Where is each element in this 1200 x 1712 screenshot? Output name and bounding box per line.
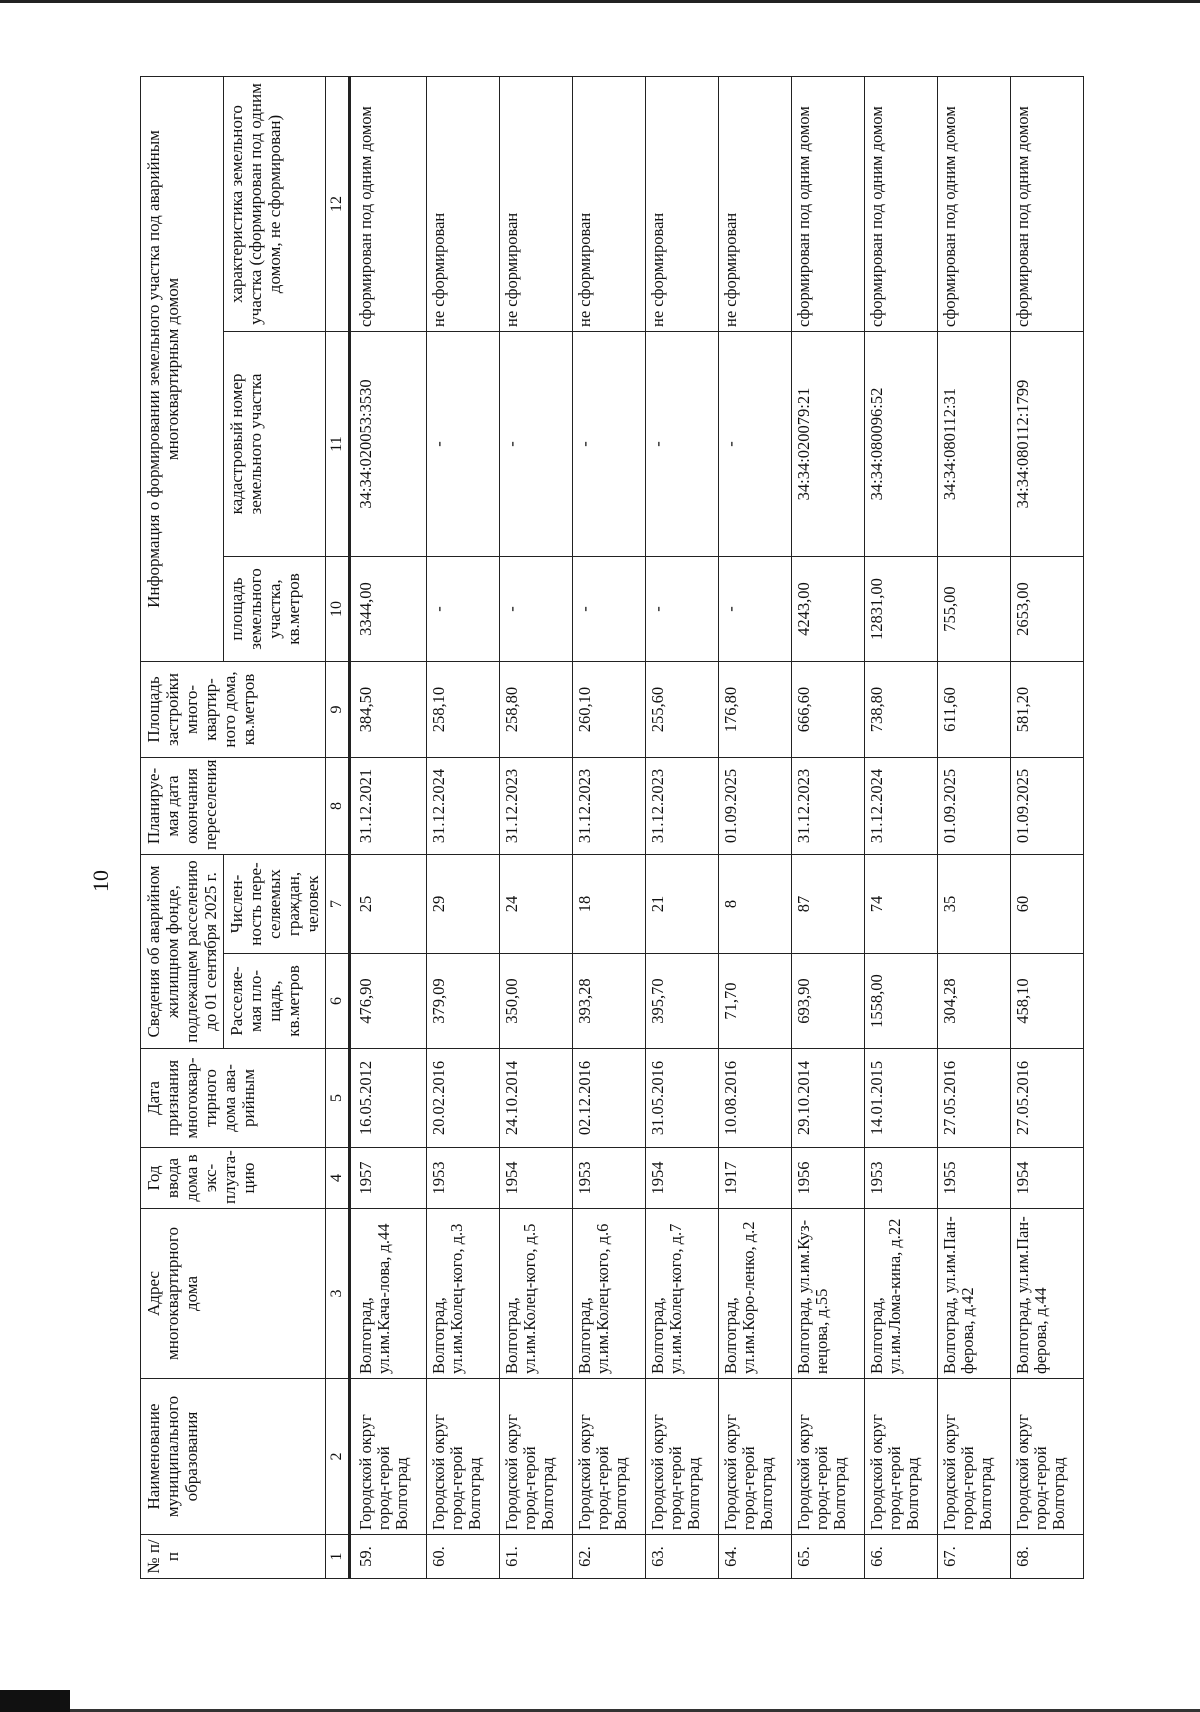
row-area: 393,28 xyxy=(573,954,646,1049)
row-people: 8 xyxy=(719,855,792,954)
row-cadastral: - xyxy=(500,332,573,557)
row-characteristic: сформирован под одним домом xyxy=(1011,76,1084,331)
table-row xyxy=(350,76,427,1578)
column-number: 10 xyxy=(326,557,350,662)
row-year: 1954 xyxy=(1011,1148,1084,1209)
table-row xyxy=(573,76,646,1578)
row-cadastral: 34:34:080112:31 xyxy=(938,332,1011,557)
row-municipality: Городской округ город-герой Волгоград xyxy=(573,1379,646,1535)
header-plan-date: Планируе-мая дата окончания переселения xyxy=(141,758,326,855)
header-municipality: Наименование муниципального образования xyxy=(141,1379,326,1535)
row-land-area: - xyxy=(427,557,500,662)
table-row xyxy=(719,76,792,1578)
row-plan-date: 31.12.2024 xyxy=(427,758,500,855)
row-plan-date: 31.12.2023 xyxy=(792,758,865,855)
column-number: 5 xyxy=(326,1049,350,1148)
row-plan-date: 01.09.2025 xyxy=(719,758,792,855)
column-number: 9 xyxy=(326,662,350,758)
row-people: 74 xyxy=(865,855,938,954)
row-land-area: - xyxy=(646,557,719,662)
row-municipality: Городской округ город-герой Волгоград xyxy=(1011,1379,1084,1535)
row-municipality: Городской округ город-герой Волгоград xyxy=(719,1379,792,1535)
table-row xyxy=(646,76,719,1578)
row-people: 21 xyxy=(646,855,719,954)
row-plan-date: 31.12.2021 xyxy=(350,758,427,855)
row-build-area: 666,60 xyxy=(792,662,865,758)
header-housing-info-group: Сведения об аварийном жилищном фонде, подлежащем расселению до 01 сентября 2025 г. xyxy=(141,855,224,1049)
table-row xyxy=(792,76,865,1578)
row-cadastral: - xyxy=(719,332,792,557)
row-year: 1953 xyxy=(865,1148,938,1209)
row-build-area: 260,10 xyxy=(573,662,646,758)
row-address: Волгоград, ул.им.Куз-нецова, д.55 xyxy=(792,1209,865,1379)
row-num: 68. xyxy=(1011,1535,1084,1579)
header-people: Числен-ность пере-селяемых граждан, человек xyxy=(224,855,326,954)
row-cadastral: - xyxy=(427,332,500,557)
row-characteristic: не сформирован xyxy=(427,76,500,331)
table-row xyxy=(427,76,500,1578)
row-plan-date: 31.12.2023 xyxy=(646,758,719,855)
row-area: 476,90 xyxy=(350,954,427,1049)
row-emergency-date: 02.12.2016 xyxy=(573,1049,646,1148)
row-emergency-date: 24.10.2014 xyxy=(500,1049,573,1148)
row-build-area: 258,80 xyxy=(500,662,573,758)
column-number: 6 xyxy=(326,954,350,1049)
row-address: Волгоград, ул.им.Кача-лова, д.44 xyxy=(350,1209,427,1379)
row-address: Волгоград, ул.им.Коро-ленко, д.2 xyxy=(719,1209,792,1379)
row-area: 458,10 xyxy=(1011,954,1084,1049)
page-number: 10 xyxy=(88,870,113,892)
row-emergency-date: 16.05.2012 xyxy=(350,1049,427,1148)
row-land-area: 2653,00 xyxy=(1011,557,1084,662)
row-land-area: - xyxy=(500,557,573,662)
row-num: 67. xyxy=(938,1535,1011,1579)
column-number: 3 xyxy=(326,1209,350,1379)
row-municipality: Городской округ город-герой Волгоград xyxy=(427,1379,500,1535)
column-number: 2 xyxy=(326,1379,350,1535)
row-municipality: Городской округ город-герой Волгоград xyxy=(500,1379,573,1535)
header-area: Расселяе-мая пло-щадь, кв.метров xyxy=(224,954,326,1049)
row-build-area: 384,50 xyxy=(350,662,427,758)
row-municipality: Городской округ город-герой Волгоград xyxy=(350,1379,427,1535)
row-land-area: - xyxy=(719,557,792,662)
row-emergency-date: 14.01.2015 xyxy=(865,1049,938,1148)
row-people: 18 xyxy=(573,855,646,954)
row-num: 62. xyxy=(573,1535,646,1579)
row-build-area: 255,60 xyxy=(646,662,719,758)
row-plan-date: 31.12.2023 xyxy=(573,758,646,855)
row-num: 61. xyxy=(500,1535,573,1579)
row-plan-date: 31.12.2023 xyxy=(500,758,573,855)
row-year: 1957 xyxy=(350,1148,427,1209)
row-characteristic: не сформирован xyxy=(719,76,792,331)
row-year: 1953 xyxy=(573,1148,646,1209)
row-municipality: Городской округ город-герой Волгоград xyxy=(938,1379,1011,1535)
row-emergency-date: 10.08.2016 xyxy=(719,1049,792,1148)
row-municipality: Городской округ город-герой Волгоград xyxy=(792,1379,865,1535)
row-area: 350,00 xyxy=(500,954,573,1049)
row-year: 1956 xyxy=(792,1148,865,1209)
row-characteristic: сформирован под одним домом xyxy=(938,76,1011,331)
row-area: 71,70 xyxy=(719,954,792,1049)
row-characteristic: сформирован под одним домом xyxy=(865,76,938,331)
row-cadastral: 34:34:080096:52 xyxy=(865,332,938,557)
row-cadastral: 34:34:020053:3530 xyxy=(350,332,427,557)
row-area: 379,09 xyxy=(427,954,500,1049)
row-emergency-date: 29.10.2014 xyxy=(792,1049,865,1148)
row-year: 1917 xyxy=(719,1148,792,1209)
column-number: 1 xyxy=(326,1535,350,1579)
row-people: 29 xyxy=(427,855,500,954)
row-people: 87 xyxy=(792,855,865,954)
row-municipality: Городской округ город-герой Волгоград xyxy=(865,1379,938,1535)
row-characteristic: не сформирован xyxy=(646,76,719,331)
row-municipality: Городской округ город-герой Волгоград xyxy=(646,1379,719,1535)
row-address: Волгоград, ул.им.Колец-кого, д.7 xyxy=(646,1209,719,1379)
row-area: 304,28 xyxy=(938,954,1011,1049)
header-build-area: Площадь застройки много-квартир-ного дома, кв.метров xyxy=(141,662,326,758)
row-year: 1953 xyxy=(427,1148,500,1209)
row-area: 1558,00 xyxy=(865,954,938,1049)
row-emergency-date: 27.05.2016 xyxy=(1011,1049,1084,1148)
row-build-area: 176,80 xyxy=(719,662,792,758)
row-land-area: 3344,00 xyxy=(350,557,427,662)
row-num: 66. xyxy=(865,1535,938,1579)
row-num: 64. xyxy=(719,1535,792,1579)
row-build-area: 258,10 xyxy=(427,662,500,758)
row-year: 1955 xyxy=(938,1148,1011,1209)
table-row xyxy=(500,76,573,1578)
row-num: 65. xyxy=(792,1535,865,1579)
row-characteristic: не сформирован xyxy=(573,76,646,331)
table-row xyxy=(1011,76,1084,1578)
row-address: Волгоград, ул.им.Колец-кого, д.3 xyxy=(427,1209,500,1379)
header-year: Год ввода дома в экс-плуата-цию xyxy=(141,1148,326,1209)
table-row xyxy=(865,76,938,1578)
header-land-area: площадь земельного участка, кв.метров xyxy=(224,557,326,662)
header-cadastral: кадастровый номер земельного участка xyxy=(224,332,326,557)
column-number: 4 xyxy=(326,1148,350,1209)
column-number: 8 xyxy=(326,758,350,855)
row-land-area: 12831,00 xyxy=(865,557,938,662)
row-emergency-date: 27.05.2016 xyxy=(938,1049,1011,1148)
row-build-area: 611,60 xyxy=(938,662,1011,758)
row-address: Волгоград, ул.им.Колец-кого, д.6 xyxy=(573,1209,646,1379)
row-land-area: - xyxy=(573,557,646,662)
row-cadastral: 34:34:020079:21 xyxy=(792,332,865,557)
row-people: 35 xyxy=(938,855,1011,954)
row-land-area: 755,00 xyxy=(938,557,1011,662)
row-plan-date: 01.09.2025 xyxy=(1011,758,1084,855)
row-characteristic: сформирован под одним домом xyxy=(792,76,865,331)
header-land-group: Информация о формировании земельного участка под аварийным многоквартирным домом xyxy=(141,76,224,661)
row-cadastral: - xyxy=(573,332,646,557)
header-address: Адрес многоквартирного дома xyxy=(141,1209,326,1379)
row-build-area: 738,80 xyxy=(865,662,938,758)
row-address: Волгоград, ул.им.Колец-кого, д.5 xyxy=(500,1209,573,1379)
row-num: 63. xyxy=(646,1535,719,1579)
row-people: 25 xyxy=(350,855,427,954)
row-area: 395,70 xyxy=(646,954,719,1049)
column-number: 12 xyxy=(326,76,350,331)
row-build-area: 581,20 xyxy=(1011,662,1084,758)
row-people: 24 xyxy=(500,855,573,954)
row-year: 1954 xyxy=(500,1148,573,1209)
column-number: 7 xyxy=(326,855,350,954)
row-plan-date: 31.12.2024 xyxy=(865,758,938,855)
row-characteristic: сформирован под одним домом xyxy=(350,76,427,331)
row-num: 60. xyxy=(427,1535,500,1579)
row-plan-date: 01.09.2025 xyxy=(938,758,1011,855)
header-characteristic: характеристика земельного участка (сформирован под одним домом, не сформирован) xyxy=(224,76,326,331)
row-address: Волгоград, ул.им.Пан-ферова, д.42 xyxy=(938,1209,1011,1379)
row-emergency-date: 20.02.2016 xyxy=(427,1049,500,1148)
row-address: Волгоград, ул.им.Пан-ферова, д.44 xyxy=(1011,1209,1084,1379)
row-num: 59. xyxy=(350,1535,427,1579)
resettlement-table xyxy=(140,76,1084,1579)
row-area: 693,90 xyxy=(792,954,865,1049)
row-land-area: 4243,00 xyxy=(792,557,865,662)
table-row xyxy=(938,76,1011,1578)
row-emergency-date: 31.05.2016 xyxy=(646,1049,719,1148)
row-people: 60 xyxy=(1011,855,1084,954)
row-cadastral: - xyxy=(646,332,719,557)
row-address: Волгоград, ул.им.Лома-кина, д.22 xyxy=(865,1209,938,1379)
header-emergency-date: Дата признания многоквар-тирного дома ава-рийным xyxy=(141,1049,326,1148)
row-characteristic: не сформирован xyxy=(500,76,573,331)
row-cadastral: 34:34:080112:1799 xyxy=(1011,332,1084,557)
header-num: № п/п xyxy=(141,1535,326,1579)
row-year: 1954 xyxy=(646,1148,719,1209)
column-number: 11 xyxy=(326,332,350,557)
